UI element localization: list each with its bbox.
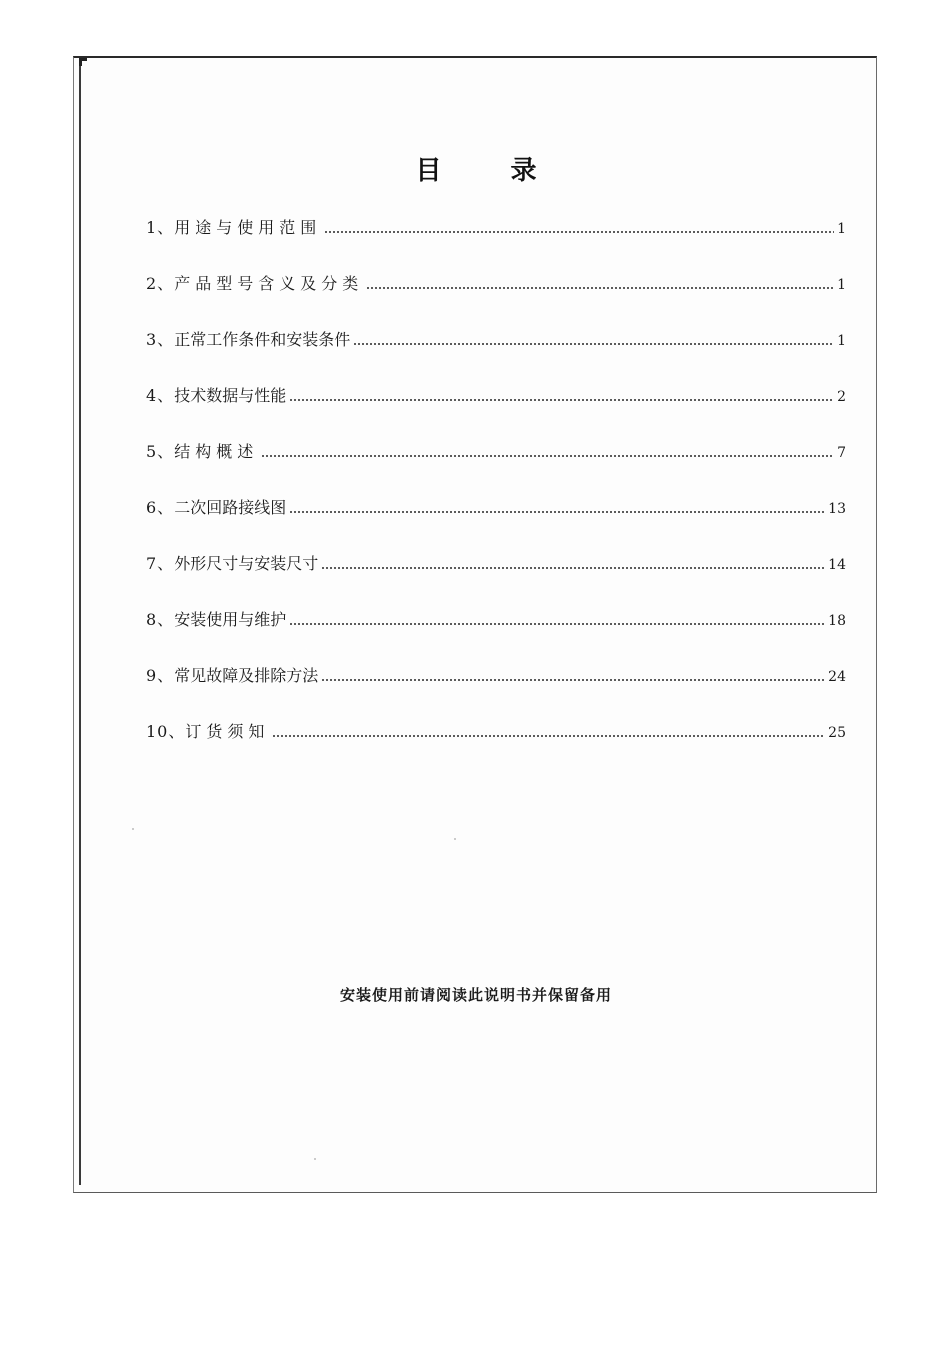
toc-entry-page: 7 [837, 445, 846, 461]
toc-entry [146, 384, 846, 408]
toc-dot-leader [321, 565, 825, 571]
toc-entry-page: 2 [837, 389, 846, 405]
toc-entry-number: 7、 [146, 554, 175, 573]
toc-dot-leader [321, 677, 825, 683]
toc-entry-page: 13 [828, 501, 846, 517]
toc-entry-page: 1 [837, 333, 846, 349]
toc-entry-number: 6、 [146, 498, 175, 517]
toc-dot-leader [289, 509, 825, 515]
toc-entry [146, 440, 846, 464]
toc-entry-title: 产品型号含义及分类 [174, 274, 364, 293]
toc-dot-leader [289, 397, 834, 403]
toc-entry-title: 正常工作条件和安装条件 [174, 330, 351, 349]
toc-dot-leader [324, 229, 834, 235]
toc-entry [146, 328, 846, 352]
toc-entry-number: 3、 [146, 330, 175, 349]
toc-entry-number: 9、 [146, 666, 175, 685]
toc-entry-number: 5、 [146, 442, 175, 461]
scan-speck [132, 828, 134, 830]
toc-dot-leader [289, 621, 825, 627]
scan-speck [454, 838, 456, 840]
toc-entry [146, 664, 846, 688]
toc-entry-page: 18 [828, 613, 846, 629]
toc-entry-title: 用途与使用范围 [174, 218, 322, 237]
toc-entry-title: 安装使用与维护 [174, 610, 287, 629]
toc-entry [146, 496, 846, 520]
toc-entry-number: 2、 [146, 274, 175, 293]
toc-entry-title: 外形尺寸与安装尺寸 [174, 554, 319, 573]
toc-entry-page: 24 [828, 669, 846, 685]
toc-entry-title: 结构概述 [174, 442, 259, 461]
toc-entry-title: 订货须知 [185, 722, 270, 741]
toc-entry-number: 1、 [146, 218, 175, 237]
toc-dot-leader [353, 341, 834, 347]
toc-entry-number: 10、 [146, 722, 186, 741]
toc-entry-number: 8、 [146, 610, 175, 629]
footer-note: 安装使用前请阅读此说明书并保留备用 [339, 986, 612, 1004]
toc-entry-title: 常见故障及排除方法 [174, 666, 319, 685]
toc-entry-title: 技术数据与性能 [174, 386, 287, 405]
toc-entry-page: 14 [828, 557, 846, 573]
toc-dot-leader [272, 733, 825, 739]
toc-entry-page: 1 [837, 277, 846, 293]
toc-entry [146, 272, 846, 296]
toc-dot-leader [261, 453, 834, 459]
page-corner-mark [79, 58, 87, 66]
toc-entry [146, 552, 846, 576]
toc-title: 目 录 [415, 156, 567, 186]
toc-entry-page: 25 [828, 725, 846, 741]
toc-entry-title: 二次回路接线图 [174, 498, 287, 517]
toc-entry [146, 608, 846, 632]
toc-entry-page: 1 [837, 221, 846, 237]
page-left-edge [79, 60, 81, 1185]
scan-speck [314, 1158, 316, 1160]
toc-dot-leader [366, 285, 834, 291]
scanned-page [73, 56, 877, 1193]
toc-entry [146, 720, 846, 744]
toc-entry-number: 4、 [146, 386, 175, 405]
toc-entry [146, 216, 846, 240]
